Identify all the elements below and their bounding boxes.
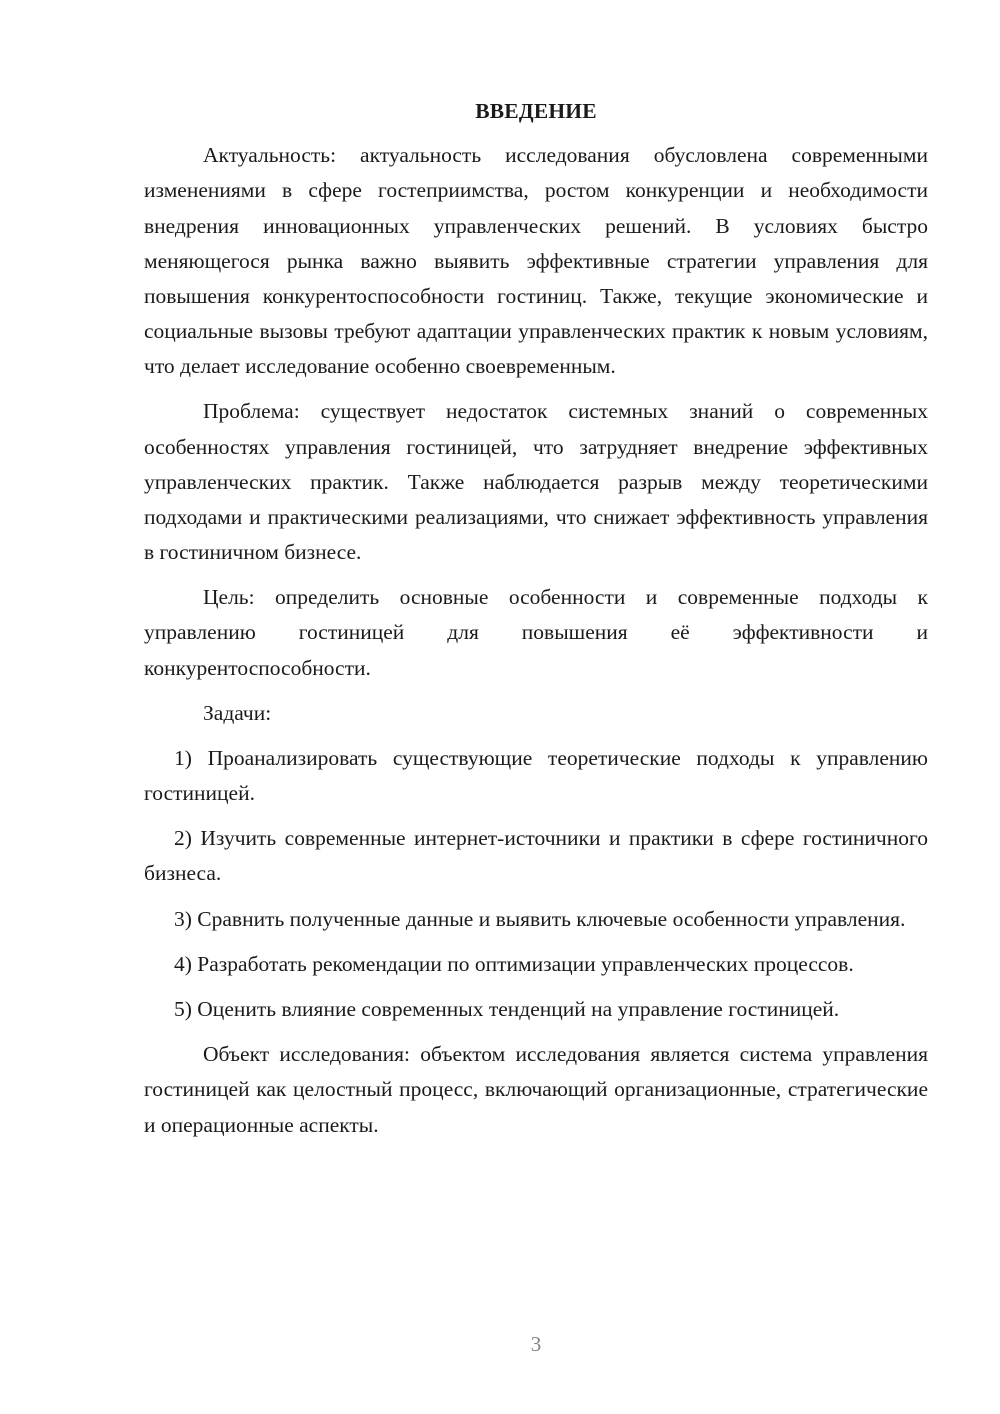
document-page (144, 94, 928, 1153)
tasks-heading: Задачи: (203, 700, 272, 725)
task-item-1: 1) Проанализировать существующие теоретические подходы к управлению гостиницей. (144, 745, 928, 806)
problem-paragraph: Проблема: существует недостаток системных знаний о современных особенностях управления гостиницей, что затрудняет внедрение эффективных управленческих практик. Также наблюдается разрыв между теоретическими подходами и практическими реализациями, что снижает эффективность управления в гостиничном бизнесе. (144, 399, 928, 565)
goal-paragraph: Цель: определить основные особенности и современные подходы к управлению гостиницей для повышения её эффективности и конкурентоспособности. (144, 585, 928, 680)
task-item-5: 5) Оценить влияние современных тенденций на управление гостиницей. (174, 997, 840, 1022)
page-number: 3 (530, 1332, 542, 1356)
task-item-4: 4) Разработать рекомендации по оптимизации управленческих процессов. (174, 951, 854, 976)
object-paragraph: Объект исследования: объектом исследования является система управления гостиницей как целостный процесс, включающий организационные, стратегические и операционные аспекты. (144, 1042, 928, 1137)
task-item-2: 2) Изучить современные интернет-источники и практики в сфере гостиничного бизнеса. (144, 826, 928, 886)
relevance-paragraph: Актуальность: актуальность исследования обусловлена современными изменениями в сфере гостеприимства, ростом конкуренции и необходимости внедрения инновационных управленческих решений. В условиях быстро меняющегося рынка важно выявить эффективные стратегии управления для повышения конкурентоспособности гостиниц. Также, текущие экономические и социальные вызовы требуют адаптации управленческих практик к новым условиям, что делает исследование особенно своевременным. (144, 143, 928, 379)
section-title: ВВЕДЕНИЕ (475, 99, 597, 123)
task-item-3: 3) Сравнить полученные данные и выявить ключевые особенности управления. (174, 906, 906, 931)
